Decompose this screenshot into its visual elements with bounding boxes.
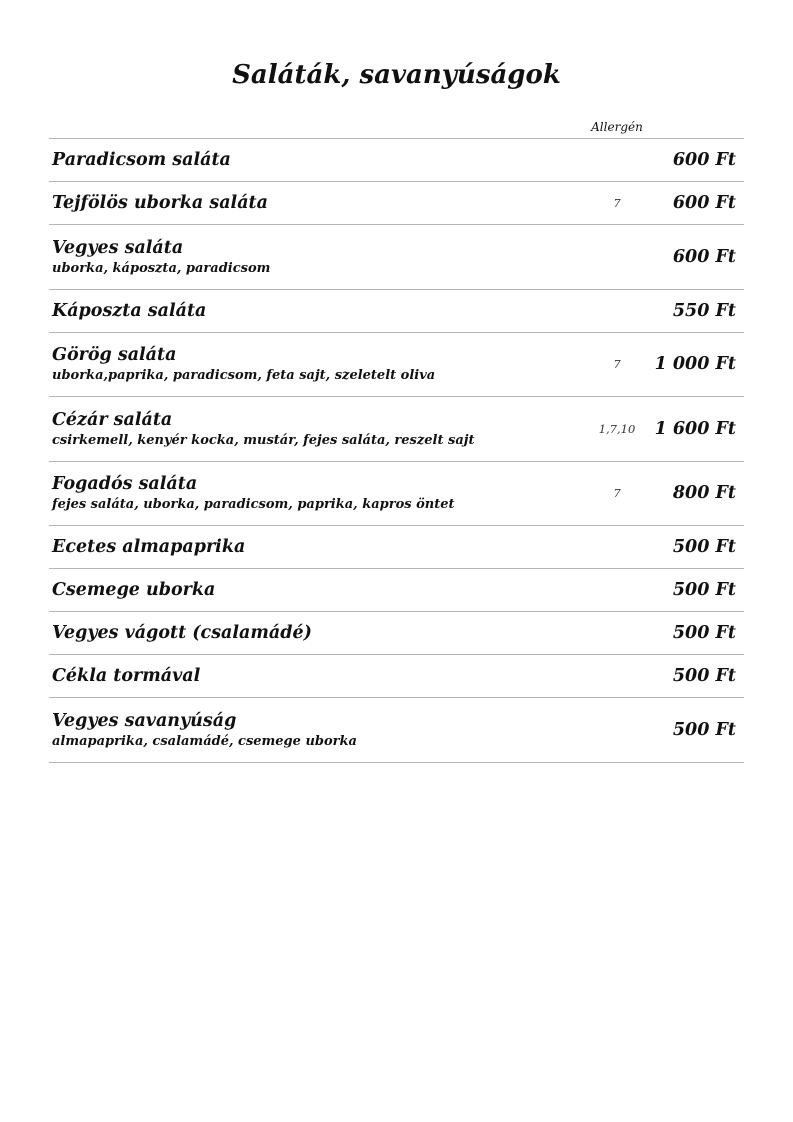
item-description: fejes saláta, uborka, paradicsom, paprika, kapros öntet (52, 497, 455, 513)
page-title: Saláták, savanyúságok (232, 60, 561, 90)
item-price: 500 Ft (672, 666, 736, 686)
item-description: almapaprika, csalamádé, csemege uborka (52, 733, 357, 749)
menu-item (49, 397, 744, 462)
menu-item (49, 526, 744, 569)
item-name: Vegyes vágott (csalamádé) (52, 623, 312, 643)
item-name: Vegyes saláta (52, 237, 184, 258)
item-price: 500 Ft (672, 719, 736, 740)
menu-item (49, 569, 744, 612)
menu-item (49, 333, 744, 398)
item-price: 600 Ft (672, 150, 736, 170)
item-price: 550 Ft (672, 300, 736, 321)
menu-item (49, 698, 744, 763)
menu-item (49, 225, 744, 290)
item-price: 1 000 Ft (654, 354, 736, 375)
menu-list (49, 138, 744, 763)
item-name: Csemege uborka (52, 580, 216, 600)
menu-item (49, 290, 744, 333)
item-name: Fogadós saláta (52, 474, 198, 495)
item-allergen: 7 (613, 357, 621, 372)
item-price: 500 Ft (672, 537, 736, 557)
item-price: 800 Ft (672, 483, 736, 504)
item-name: Vegyes savanyúság (52, 710, 237, 731)
item-price: 500 Ft (672, 580, 736, 600)
menu-item (49, 655, 744, 698)
item-name: Cézár saláta (52, 409, 173, 430)
menu-item (49, 612, 744, 655)
item-description: uborka,paprika, paradicsom, feta sajt, szeletelt oliva (52, 368, 436, 384)
menu-item (49, 139, 744, 182)
item-allergen: 1,7,10 (598, 421, 636, 436)
item-name: Paradicsom saláta (52, 150, 231, 170)
item-description: uborka, káposzta, paradicsom (52, 260, 271, 276)
item-allergen: 7 (613, 486, 621, 501)
item-name: Ecetes almapaprika (52, 537, 246, 557)
item-price: 600 Ft (672, 193, 736, 213)
item-price: 600 Ft (672, 246, 736, 267)
menu-item (49, 462, 744, 527)
item-name: Tejfölös uborka saláta (52, 193, 268, 213)
item-name: Görög saláta (52, 345, 177, 366)
allergen-column-header: Allergén (591, 120, 643, 134)
item-description: csirkemell, kenyér kocka, mustár, fejes saláta, reszelt sajt (52, 432, 475, 448)
item-allergen: 7 (613, 196, 621, 210)
item-price: 500 Ft (672, 623, 736, 643)
item-name: Káposzta saláta (52, 300, 207, 321)
menu-item (49, 182, 744, 225)
item-price: 1 600 Ft (654, 418, 736, 439)
item-name: Cékla tormával (52, 666, 201, 686)
